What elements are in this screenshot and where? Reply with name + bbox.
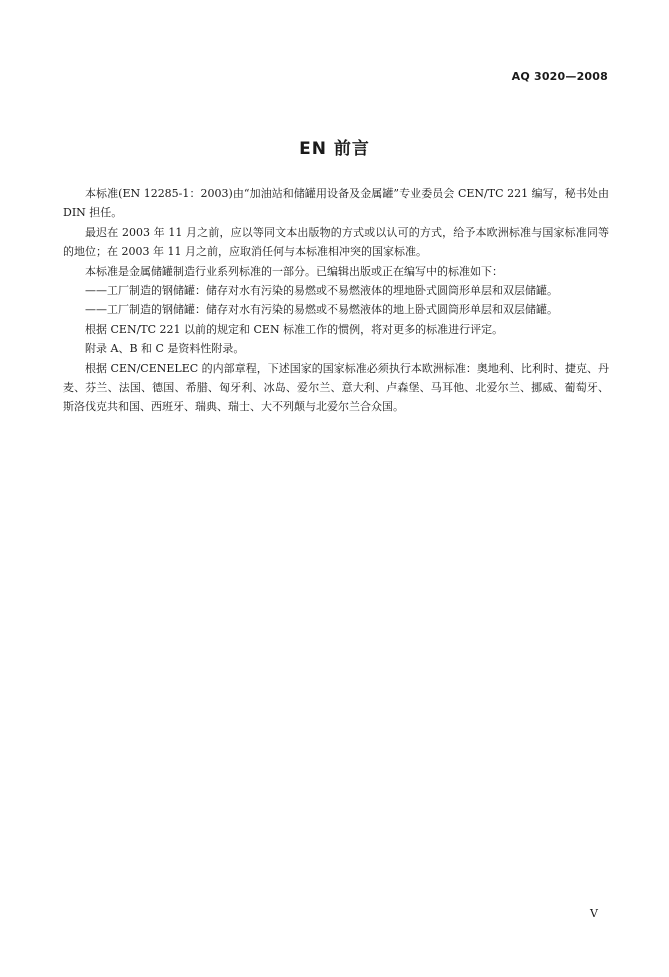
- foreword-body: [63, 184, 609, 417]
- paragraph-committee: 本标准(EN 12285-1：2003)由“加油站和储罐用设备及金属罐”专业委员会 CEN/TC 221 编写，秘书处由 DIN 担任。: [63, 187, 609, 220]
- paragraph-annexes: 附录 A、B 和 C 是资料性附录。: [85, 342, 245, 356]
- paragraph-countries: 根据 CEN/CENELEC 的内部章程，下述国家的国家标准必须执行本欧洲标准：奥地利、比利时、捷克、丹麦、芬兰、法国、德国、希腊、匈牙利、冰岛、爱尔兰、意大利、卢森堡、马耳他、北爱尔兰、挪威、葡萄牙、斯洛伐克共和国、西班牙、瑞典、瑞士、大不列颠与北爱尔兰合众国。: [63, 361, 609, 414]
- page-title: EN 前言: [299, 139, 370, 159]
- page-number: V: [590, 907, 598, 920]
- paragraph-aboveground-tanks: ——工厂制造的钢储罐：储存对水有污染的易燃或不易燃液体的地上卧式圆筒形单层和双层储罐。: [85, 303, 558, 317]
- paragraph-evaluation: 根据 CEN/TC 221 以前的规定和 CEN 标准工作的惯例，将对更多的标准进行评定。: [85, 322, 504, 336]
- standard-code: AQ 3020—2008: [511, 70, 608, 83]
- paragraph-series: 本标准是金属储罐制造行业系列标准的一部分。已编辑出版或正在编写中的标准如下：: [85, 264, 503, 278]
- paragraph-underground-tanks: ——工厂制造的钢储罐：储存对水有污染的易燃或不易燃液体的埋地卧式圆筒形单层和双层储罐。: [85, 284, 558, 298]
- paragraph-deadline: 最迟在 2003 年 11 月之前，应以等同文本出版物的方式或以认可的方式，给予本欧洲标准与国家标准同等的地位；在 2003 年 11 月之前，应取消任何与本标准相冲突的国家标准。: [63, 225, 609, 259]
